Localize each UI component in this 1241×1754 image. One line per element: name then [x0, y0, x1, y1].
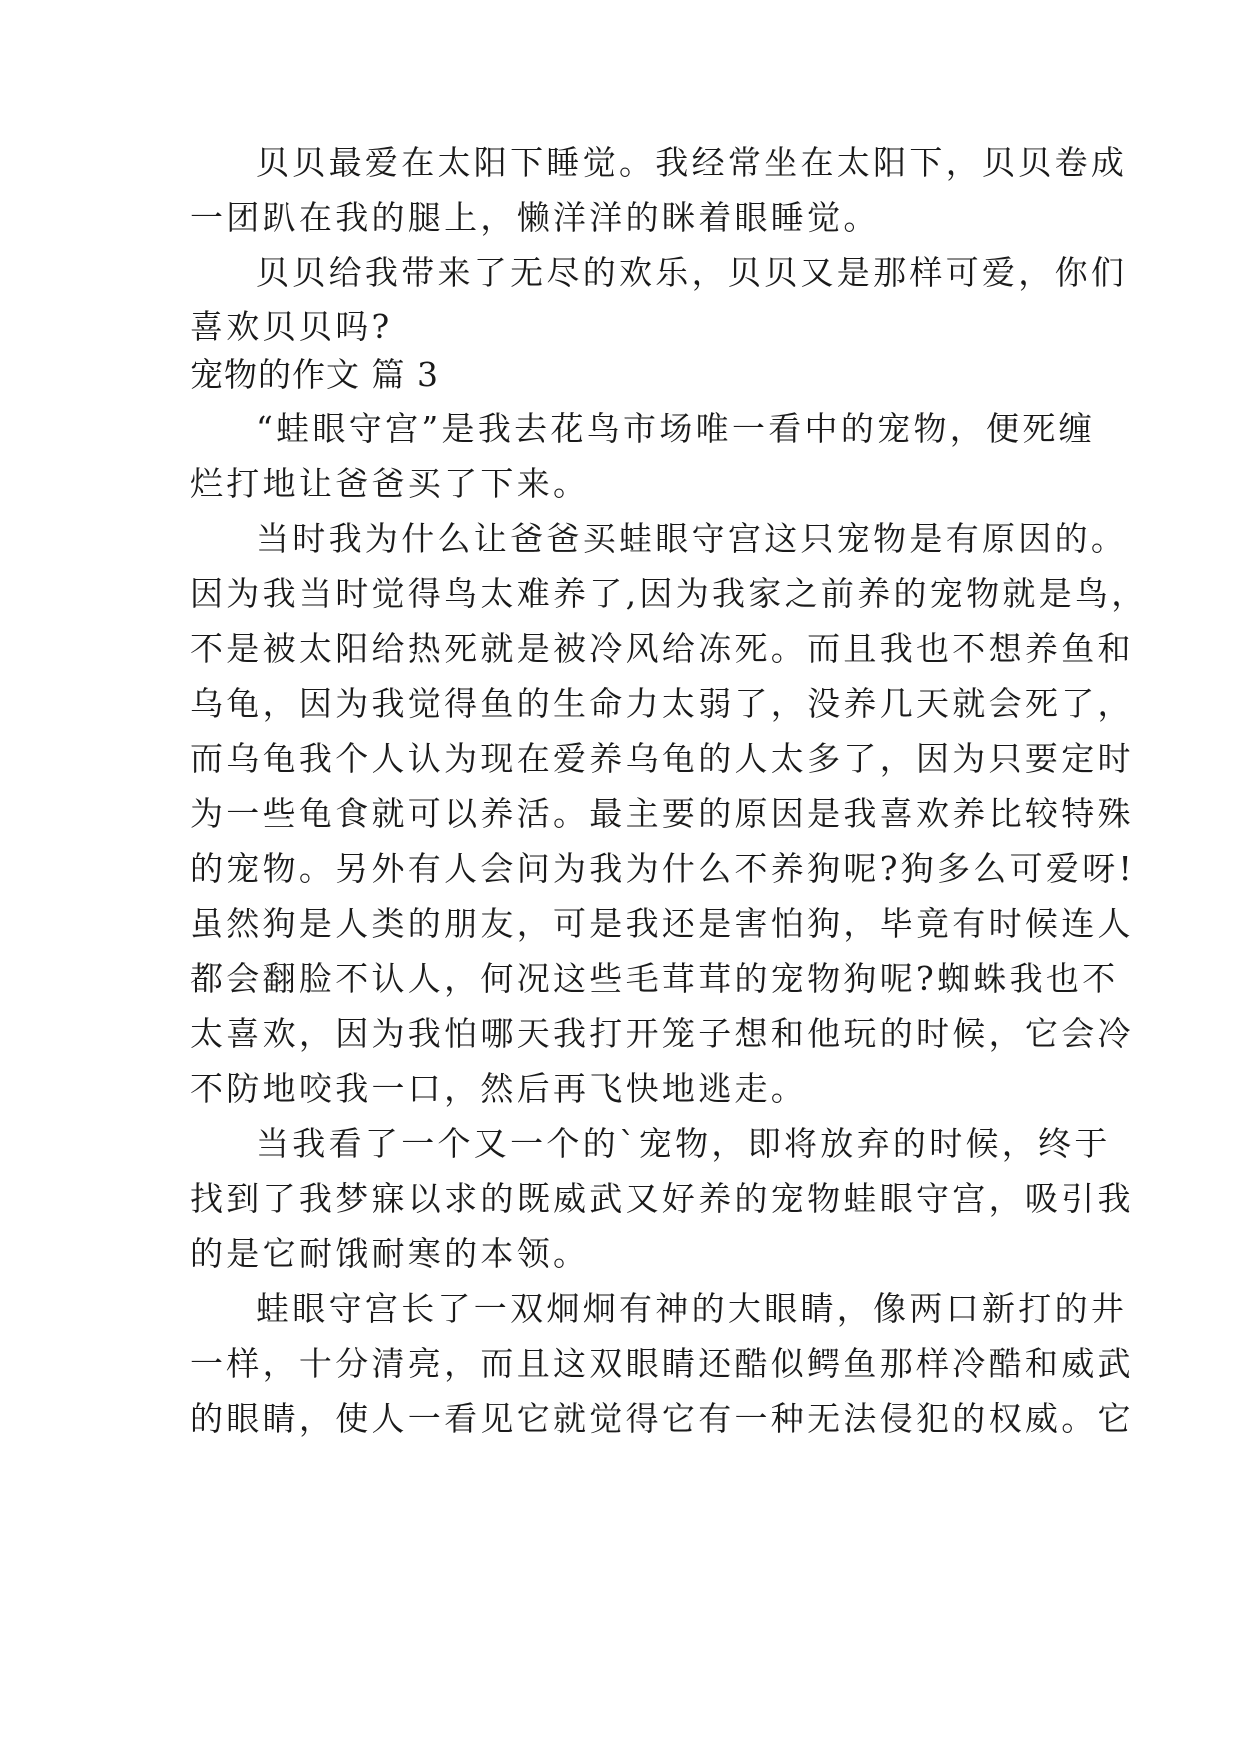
text-line: 贝贝最爱在太阳下睡觉。我经常坐在太阳下，贝贝卷成 — [256, 143, 1128, 182]
text-line: 乌龟，因为我觉得鱼的生命力太弱了，没养几天就会死了， — [190, 684, 1134, 723]
text-line: 当时我为什么让爸爸买蛙眼守宫这只宠物是有原因的。 — [256, 519, 1128, 558]
text-line: 不防地咬我一口，然后再飞快地逃走。 — [190, 1069, 808, 1108]
text-line: 为一些龟食就可以养活。最主要的原因是我喜欢养比较特殊 — [190, 794, 1134, 833]
text-line: 喜欢贝贝吗? — [190, 307, 393, 346]
text-line: 贝贝给我带来了无尽的欢乐，贝贝又是那样可爱，你们 — [256, 253, 1128, 292]
text-line: “蛙眼守宫”是我去花鸟市场唯一看中的宠物，便死缠 — [256, 409, 1095, 448]
text-line: 一样，十分清亮，而且这双眼睛还酷似鳄鱼那样冷酷和威武 — [190, 1344, 1134, 1383]
text-line: 一团趴在我的腿上，懒洋洋的眯着眼睡觉。 — [190, 198, 880, 237]
section-heading: 宠物的作文 篇 3 — [190, 355, 439, 394]
text-line: 当我看了一个又一个的`宠物，即将放弃的时候，终于 — [256, 1124, 1111, 1163]
text-line: 的眼睛，使人一看见它就觉得它有一种无法侵犯的权威。它 — [190, 1399, 1134, 1438]
text-line: 烂打地让爸爸买了下来。 — [190, 464, 590, 503]
text-line: 的是它耐饿耐寒的本领。 — [190, 1234, 590, 1273]
text-line: 虽然狗是人类的朋友，可是我还是害怕狗，毕竟有时候连人 — [190, 904, 1134, 943]
text-line: 的宠物。另外有人会问为我为什么不养狗呢?狗多么可爱呀! — [190, 849, 1136, 888]
text-line: 太喜欢，因为我怕哪天我打开笼子想和他玩的时候，它会冷 — [190, 1014, 1134, 1053]
text-line: 而乌龟我个人认为现在爱养乌龟的人太多了，因为只要定时 — [190, 739, 1134, 778]
text-line: 蛙眼守宫长了一双炯炯有神的大眼睛，像两口新打的井 — [256, 1289, 1128, 1328]
text-line: 都会翻脸不认人，何况这些毛茸茸的宠物狗呢?蜘蛛我也不 — [190, 959, 1119, 998]
text-line: 不是被太阳给热死就是被冷风给冻死。而且我也不想养鱼和 — [190, 629, 1134, 668]
text-line: 找到了我梦寐以求的既威武又好养的宠物蛙眼守宫，吸引我 — [190, 1179, 1134, 1218]
text-line: 因为我当时觉得鸟太难养了,因为我家之前养的宠物就是鸟， — [190, 574, 1148, 613]
